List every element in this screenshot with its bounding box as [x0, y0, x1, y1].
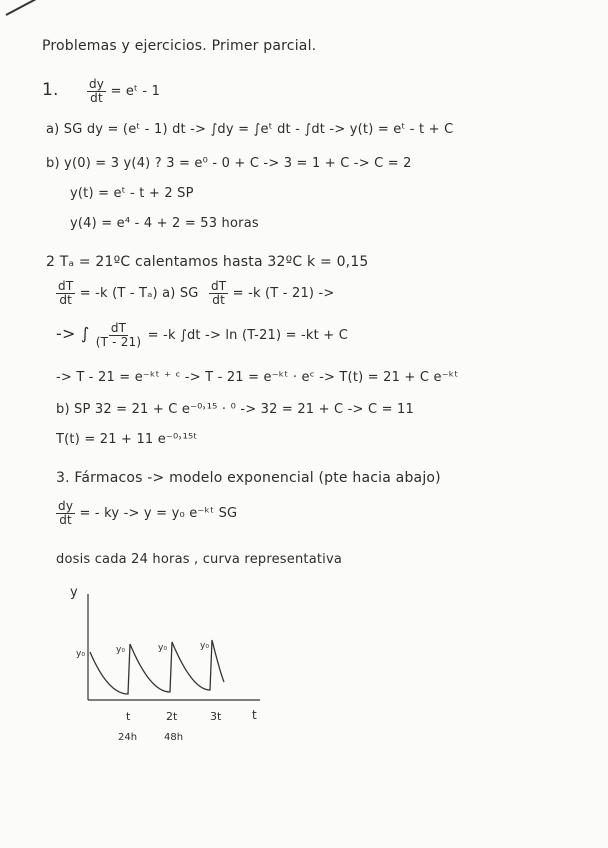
tick-hours-24: 24h — [118, 732, 138, 743]
problem-1-solution: y(t) = eᵗ - t + 2 SP — [70, 186, 194, 201]
ode-rhs: = -k (T - Tₐ) a) SG — [79, 286, 199, 301]
pen-stroke — [6, 0, 49, 16]
fraction-numerator: dT — [58, 279, 74, 293]
problem-1-number: 1. — [42, 80, 59, 100]
t-axis-label: t — [252, 708, 257, 722]
problem-3-ode — [56, 500, 237, 527]
problem-3-note: dosis cada 24 horas , curva representativa — [56, 552, 343, 567]
problem-1-result: y(4) = e⁴ - 4 + 2 = 53 horas — [70, 216, 259, 231]
fraction-denominator: dt — [59, 293, 73, 307]
y-axis-label: y — [70, 585, 78, 600]
problem-1-part-b: b) y(0) = 3 y(4) ? 3 = e⁰ - 0 + C -> 3 = 1 + C -> C = 2 — [46, 156, 412, 171]
dT-dt-fraction — [56, 280, 75, 307]
fraction-denominator: dt — [59, 513, 72, 527]
equation-rhs: = eᵗ - 1 — [110, 84, 161, 99]
tick-label-2t: 2t — [166, 710, 178, 723]
peak-label-2: y₀ — [116, 645, 125, 655]
fraction-numerator: dT — [210, 279, 227, 293]
tick-hours-48: 48h — [164, 732, 184, 743]
tick-label-t: t — [126, 710, 131, 723]
fraction-denominator: dt — [90, 91, 103, 105]
dose-curve-sketch — [60, 582, 280, 752]
dy-dt-fraction — [87, 78, 106, 105]
fraction-denominator: (T - 21) — [95, 335, 142, 349]
integral-prefix: -> ∫ — [56, 324, 90, 343]
problem-2-ode — [56, 280, 335, 307]
dy-dt-fraction — [56, 500, 75, 527]
integral-fraction — [94, 322, 144, 349]
tick-label-3t: 3t — [210, 710, 222, 723]
problem-2-result: T(t) = 21 + 11 e⁻⁰˒¹⁵ᵗ — [56, 432, 198, 447]
fraction-denominator: dt — [212, 293, 225, 307]
problem-3-header: 3. Fármacos -> modelo exponencial (pte hacia abajo) — [56, 470, 441, 486]
problem-2-part-b: b) SP 32 = 21 + C e⁻⁰˒¹⁵ · ⁰ -> 32 = 21 + C -> C = 11 — [56, 402, 414, 417]
ode-rhs: = - ky -> y = y₀ e⁻ᵏᵗ SG — [79, 506, 238, 521]
peak-label-4: y₀ — [200, 641, 209, 651]
page-title: Problemas y ejercicios. Primer parcial. — [42, 38, 317, 54]
problem-2-integral — [56, 322, 348, 349]
problem-1-part-a: a) SG dy = (eᵗ - 1) dt -> ∫dy = ∫eᵗ dt - ∫dt -> y(t) = eᵗ - t + C — [46, 122, 454, 137]
peak-label-3: y₀ — [158, 643, 167, 653]
fraction-numerator: dy — [88, 77, 105, 91]
problem-2-exponential: -> T - 21 = e⁻ᵏᵗ ⁺ ᶜ -> T - 21 = e⁻ᵏᵗ · eᶜ -> T(t) = 21 + C e⁻ᵏᵗ — [56, 370, 459, 385]
peak-label-1: y₀ — [76, 649, 85, 659]
fraction-numerator: dy — [58, 499, 74, 513]
problem-2-header: 2 Tₐ = 21ºC calentamos hasta 32ºC k = 0,15 — [46, 254, 369, 270]
integral-rhs: = -k ∫dt -> ln (T-21) = -kt + C — [147, 328, 348, 343]
dT-dt-fraction-2 — [209, 280, 228, 307]
ode-rhs-2: = -k (T - 21) -> — [232, 286, 335, 301]
fraction-numerator: dT — [110, 321, 127, 335]
problem-1-equation — [42, 78, 160, 105]
